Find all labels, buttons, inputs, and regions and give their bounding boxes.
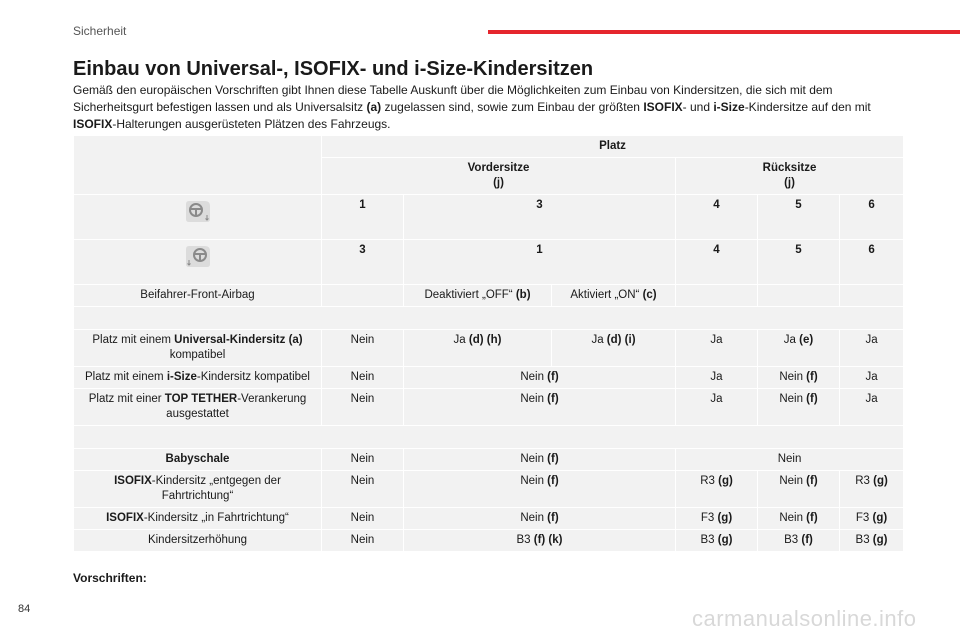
steering-wheel-right-icon [183,243,213,269]
table-cell: Ja [676,367,758,389]
table-row [74,195,904,240]
table-cell: Ja [840,367,904,389]
table-row [74,240,904,285]
table-cell: Ja [840,330,904,367]
seat-number: 1 [404,240,676,285]
table-cell: F3 (g) [676,508,758,530]
table-cell: R3 (g) [676,471,758,508]
table-cell: Ja [676,330,758,367]
table-cell: B3 (f) (k) [404,530,676,552]
front-seats-note: (j) [493,177,504,189]
table-cell [758,285,840,307]
table-row [74,449,904,471]
table-cell: Nein (f) [404,367,676,389]
seat-number: 1 [322,195,404,240]
table-cell [840,285,904,307]
row-label: ISOFIX-Kindersitz „entgegen der Fahrtrichtung“ [74,471,322,508]
intro-paragraph: Gemäß den europäischen Vorschriften gibt Ihnen diese Tabelle Auskunft über die Möglichkeiten zum Einbau von Kindersitzen, die sich mit dem Sicherheitsgurt befestigen lassen und als Universalsitz (a) zugelassen sind, sowie zum Einbau der größten ISOFIX- und i-Size-Kindersitze auf den mit ISOFIX-Halterungen ausgerüsteten Plätzen des Fahrzeugs. [73,83,871,131]
table-cell: Nein [322,530,404,552]
table-row [74,136,904,158]
section-accent-bar [488,30,960,34]
table-spacer [74,307,904,330]
front-seats-label: Vordersitze [467,162,530,174]
airbag-label: Beifahrer-Front-Airbag [74,285,322,307]
table-cell [74,136,322,195]
rear-seats-header [676,158,904,195]
table-cell: Nein [676,449,904,471]
table-spacer [74,426,904,449]
row-label: Babyschale [74,449,322,471]
row-label: ISOFIX-Kindersitz „in Fahrtrichtung“ [74,508,322,530]
table-cell: Nein (f) [758,367,840,389]
seat-number: 3 [404,195,676,240]
table-cell: Ja [676,389,758,426]
child-seat-table [73,135,904,552]
seat-number: 3 [322,240,404,285]
table-cell: R3 (g) [840,471,904,508]
table-cell: Nein [322,367,404,389]
platz-header: Platz [322,136,904,158]
table-cell: Nein (f) [404,389,676,426]
table-row [74,426,904,449]
table-cell: Nein [322,471,404,508]
airbag-on: Aktiviert „ON“ (c) [552,285,676,307]
table-cell [322,285,404,307]
table-cell: Nein [322,508,404,530]
table-cell: Nein (f) [758,471,840,508]
table-cell: Ja (e) [758,330,840,367]
seat-number: 5 [758,240,840,285]
table-row [74,508,904,530]
table-cell: Nein [322,449,404,471]
table-row [74,330,904,367]
table-cell: B3 (g) [840,530,904,552]
table-cell: Nein (f) [404,508,676,530]
footer-heading: Vorschriften: [73,571,147,585]
airbag-off: Deaktiviert „OFF“ (b) [404,285,552,307]
front-seats-header [322,158,676,195]
table-cell: Nein (f) [404,471,676,508]
table-cell: Ja (d) (i) [552,330,676,367]
table-row [74,530,904,552]
row-label: Platz mit einem Universal-Kindersitz (a) kompatibel [74,330,322,367]
page-title: Einbau von Universal-, ISOFIX- und i-Size-Kindersitzen [73,58,594,80]
table-cell: B3 (g) [676,530,758,552]
table-cell [74,240,322,285]
watermark: carmanualsonline.info [692,606,917,631]
steering-wheel-left-icon [183,198,213,224]
seat-number: 4 [676,240,758,285]
page-number: 84 [18,603,31,615]
table-cell: B3 (f) [758,530,840,552]
rear-seats-label: Rücksitze [762,162,817,174]
table-cell: Nein [322,389,404,426]
table-row [74,285,904,307]
table-cell: Ja [840,389,904,426]
table-cell: F3 (g) [840,508,904,530]
table-row [74,367,904,389]
table-cell: Nein [322,330,404,367]
seat-number: 6 [840,240,904,285]
section-label: Sicherheit [73,24,127,38]
row-label: Kindersitzerhöhung [74,530,322,552]
row-label: Platz mit einem i-Size-Kindersitz kompatibel [74,367,322,389]
table-cell: Nein (f) [758,508,840,530]
table-cell [676,285,758,307]
table-cell: Ja (d) (h) [404,330,552,367]
seat-number: 6 [840,195,904,240]
table-cell: Nein (f) [758,389,840,426]
rear-seats-note: (j) [784,177,795,189]
table-row [74,471,904,508]
table-row [74,307,904,330]
row-label: Platz mit einer TOP TETHER-Verankerung ausgestattet [74,389,322,426]
seat-number: 5 [758,195,840,240]
seat-number: 4 [676,195,758,240]
table-cell [74,195,322,240]
table-row [74,389,904,426]
table-cell: Nein (f) [404,449,676,471]
